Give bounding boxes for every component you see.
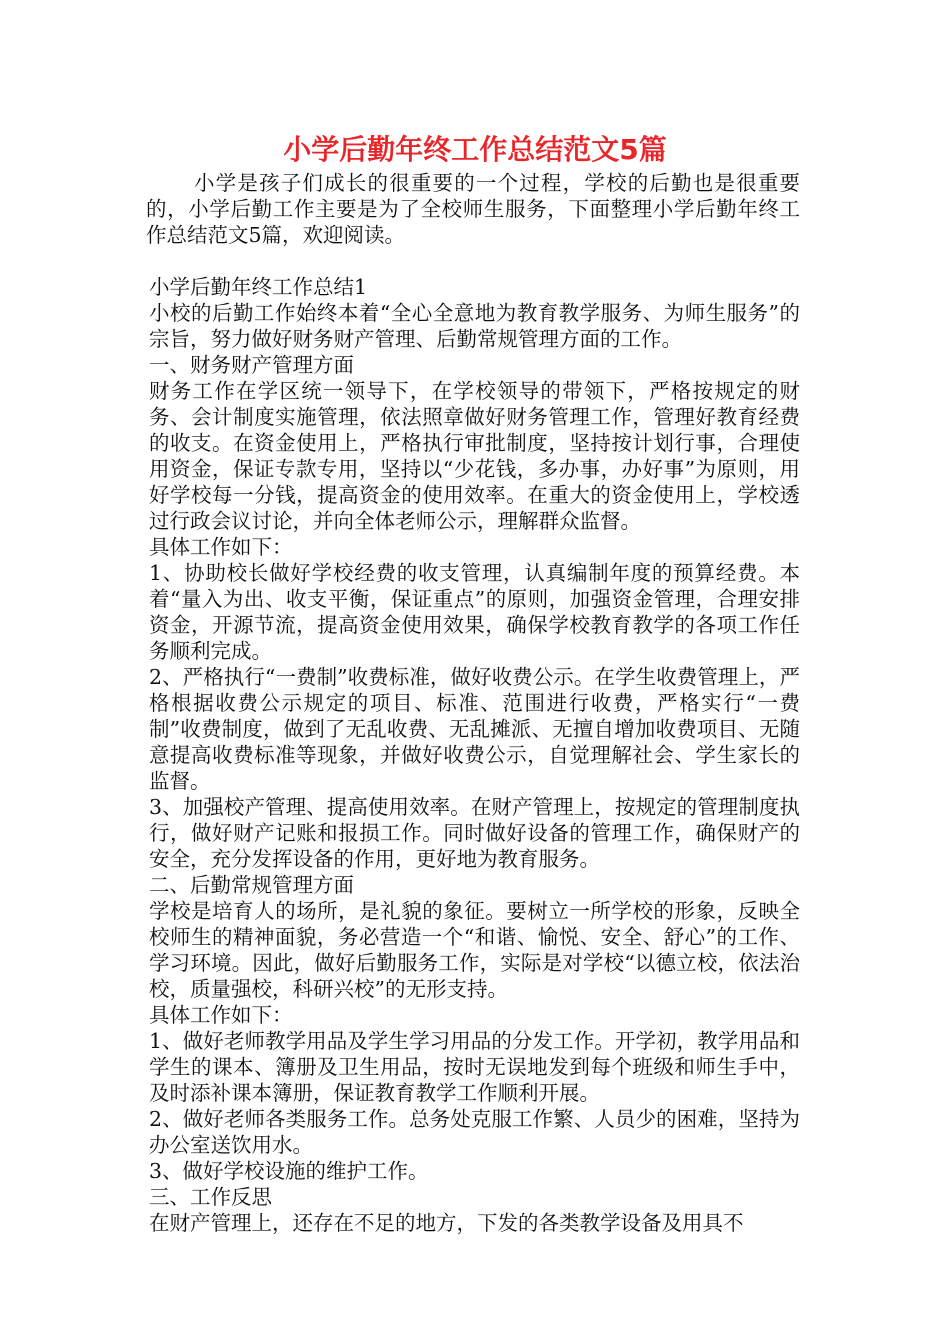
list-item: 3、做好学校设施的维护工作。 xyxy=(149,1159,429,1183)
list-item: 1、做好老师教学用品及学生学习用品的分发工作。开学初，教学用品和学生的课本、簿册及卫生用品，按时无误地发到每个班级和师生手中，及时添补课本簿册，保证教育教学工作顺利开展。 xyxy=(149,1029,800,1105)
section-heading-summary-1: 小学后勤年终工作总结1 xyxy=(149,275,368,299)
subheading-specific-work: 具体工作如下： xyxy=(149,535,293,559)
section-heading-logistics: 二、后勤常规管理方面 xyxy=(149,873,354,897)
subheading-specific-work: 具体工作如下： xyxy=(149,1003,293,1027)
document-title: 小学后勤年终工作总结范文5篇 xyxy=(283,133,667,166)
intro-paragraph: 小学是孩子们成长的很重要的一个过程，学校的后勤也是很重要的，小学后勤工作主要是为了全校师生服务，下面整理小学后勤年终工作总结范文5篇，欢迎阅读。 xyxy=(146,171,800,247)
list-item: 1、协助校长做好学校经费的收支管理，认真编制年度的预算经费。本着“量入为出、收支平衡，保证重点”的原则，加强资金管理，合理安排资金，开源节流，提高资金使用效果，确保学校教育教学的各项工作任务顺利完成。 xyxy=(149,561,800,663)
body-paragraph: 财务工作在学区统一领导下，在学校领导的带领下，严格按规定的财务、会计制度实施管理，依法照章做好财务管理工作，管理好教育经费的收支。在资金使用上，严格执行审批制度，坚持按计划行事，合理使用资金，保证专款专用，坚持以“少花钱，多办事，办好事”为原则，用好学校每一分钱，提高资金的使用效率。在重大的资金使用上，学校透过行政会议讨论，并向全体老师公示，理解群众监督。 xyxy=(149,379,800,533)
section-heading-reflection: 三、工作反思 xyxy=(149,1185,272,1209)
section-heading-finance: 一、财务财产管理方面 xyxy=(149,353,354,377)
body-paragraph: 小校的后勤工作始终本着“全心全意地为教育教学服务、为师生服务”的宗旨，努力做好财务财产管理、后勤常规管理方面的工作。 xyxy=(149,301,800,351)
list-item: 2、严格执行“一费制”收费标准，做好收费公示。在学生收费管理上，严格根据收费公示规定的项目、标准、范围进行收费，严格实行“一费制”收费制度，做到了无乱收费、无乱摊派、无擅自增加收费项目、无随意提高收费标准等现象，并做好收费公示，自觉理解社会、学生家长的监督。 xyxy=(149,665,800,793)
document-body xyxy=(146,170,800,1236)
body-paragraph: 在财产管理上，还存在不足的地方，下发的各类教学设备及用具不 xyxy=(149,1211,744,1235)
body-paragraph: 学校是培育人的场所，是礼貌的象征。要树立一所学校的形象，反映全校师生的精神面貌，务必营造一个“和谐、愉悦、安全、舒心”的工作、学习环境。因此，做好后勤服务工作，实际是对学校“以德立校，依法治校，质量强校，科研兴校”的无形支持。 xyxy=(149,899,800,1001)
list-item: 3、加强校产管理、提高使用效率。在财产管理上，按规定的管理制度执行，做好财产记账和报损工作。同时做好设备的管理工作，确保财产的安全，充分发挥设备的作用，更好地为教育服务。 xyxy=(149,795,800,871)
blank-line xyxy=(146,248,800,274)
list-item: 2、做好老师各类服务工作。总务处克服工作繁、人员少的困难，坚持为办公室送饮用水。 xyxy=(149,1107,800,1157)
